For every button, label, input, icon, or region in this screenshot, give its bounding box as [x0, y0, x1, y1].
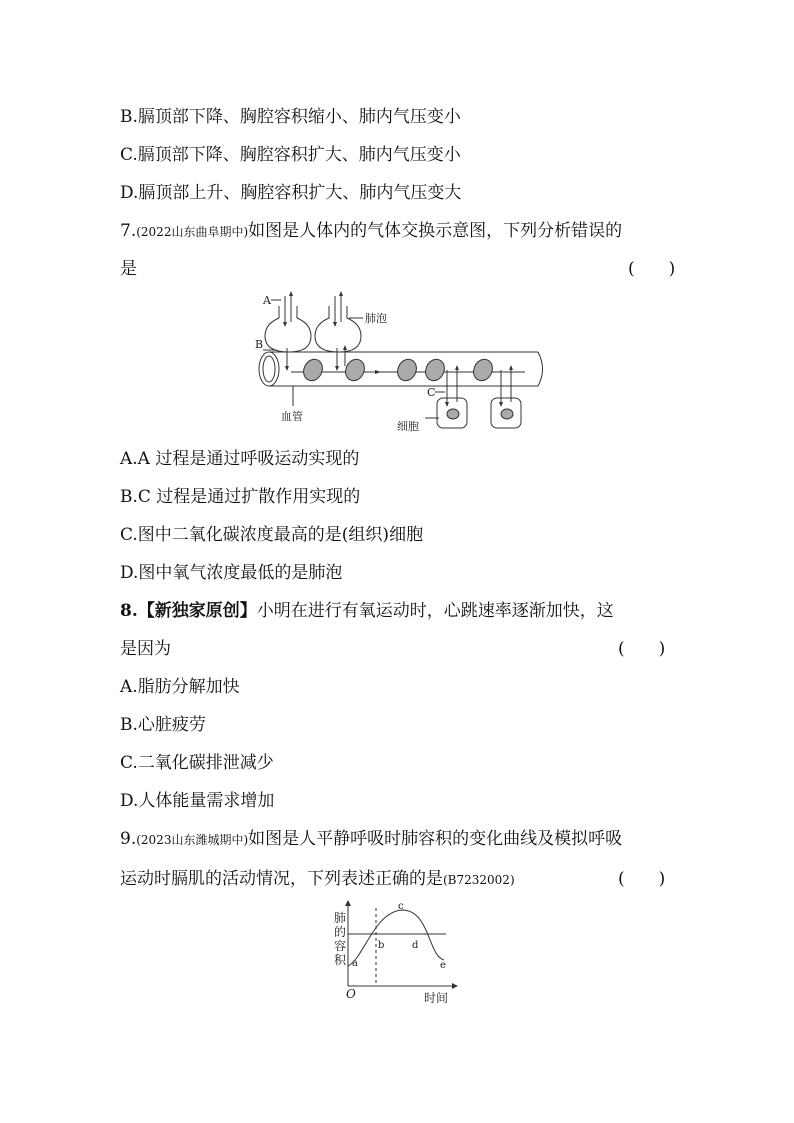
- q7-stem-line1: 如图是人体内的气体交换示意图，下列分析错误的: [248, 221, 623, 241]
- graph-xlabel: 时间: [424, 991, 449, 1005]
- graph-origin: O: [346, 987, 356, 1001]
- graph-ylabel-3: 容: [334, 939, 347, 953]
- q7-gas-exchange-figure: [255, 288, 550, 436]
- q8-answer-paren: ( ): [618, 639, 666, 659]
- q8-tag: 【新独家原创】: [137, 601, 257, 621]
- q6-option-d: D.膈顶部上升、胸腔容积扩大、肺内气压变大: [120, 183, 462, 203]
- q8-option-d: D.人体能量需求增加: [120, 791, 275, 811]
- q9-code: (B7232002): [443, 873, 515, 887]
- q7-option-d: D.图中氧气浓度最低的是肺泡: [120, 563, 343, 583]
- q7-option-c: C.图中二氧化碳浓度最高的是(组织)细胞: [120, 525, 424, 545]
- q9-stem-line2: [120, 868, 515, 891]
- fig-label-alveolus: 肺泡: [365, 312, 387, 325]
- q7-source: (2022山东曲阜期中): [136, 225, 249, 239]
- q8-option-b: B.心脏疲劳: [120, 715, 206, 735]
- q6-option-c: C.膈顶部下降、胸腔容积扩大、肺内气压变小: [120, 145, 461, 165]
- q7-number: 7.: [120, 221, 137, 241]
- graph-point-d: d: [412, 940, 419, 951]
- q9-lung-volume-graph: [330, 900, 460, 1008]
- q8-option-c: C.二氧化碳排泄减少: [120, 753, 274, 773]
- q9-stem-line2-text: 运动时膈肌的活动情况，下列表述正确的是: [120, 869, 443, 889]
- fig-label-vessel: 血管: [281, 410, 303, 423]
- graph-point-a: a: [352, 958, 358, 969]
- q7-stem: [120, 220, 622, 243]
- fig-label-cell: 细胞: [397, 420, 419, 433]
- graph-point-c: c: [398, 901, 404, 912]
- q9-stem-line1: 如图是人平静呼吸时肺容积的变化曲线及模拟呼吸: [248, 829, 623, 849]
- q9-number: 9.: [120, 829, 137, 849]
- graph-point-b: b: [378, 940, 385, 951]
- q9-answer-paren: ( ): [618, 869, 666, 889]
- fig-label-b: B: [255, 338, 264, 351]
- q8-number: 8.: [120, 601, 138, 621]
- q7-option-b: B.C 过程是通过扩散作用实现的: [120, 487, 361, 507]
- graph-ylabel-2: 的: [334, 925, 347, 939]
- q7-answer-paren: ( ): [628, 259, 676, 279]
- q8-option-a: A.脂肪分解加快: [120, 677, 240, 697]
- q9-source: (2023山东潍城期中): [136, 833, 249, 847]
- graph-ylabel-1: 肺: [334, 911, 347, 925]
- q9-stem: [120, 828, 622, 851]
- q7-stem-line2: 是: [120, 259, 137, 279]
- q8-stem-line2: 是因为: [120, 639, 171, 659]
- fig-label-a: A: [263, 294, 271, 307]
- q6-option-b: B.膈顶部下降、胸腔容积缩小、肺内气压变小: [120, 107, 461, 127]
- q8-stem-line1: 小明在进行有氧运动时，心跳速率逐渐加快，这: [256, 601, 614, 621]
- graph-ylabel-4: 积: [334, 953, 347, 967]
- q8-stem: [120, 600, 614, 622]
- fig-label-c: C: [427, 386, 436, 399]
- graph-point-e: e: [440, 960, 446, 971]
- q7-option-a: A.A 过程是通过呼吸运动实现的: [120, 449, 360, 469]
